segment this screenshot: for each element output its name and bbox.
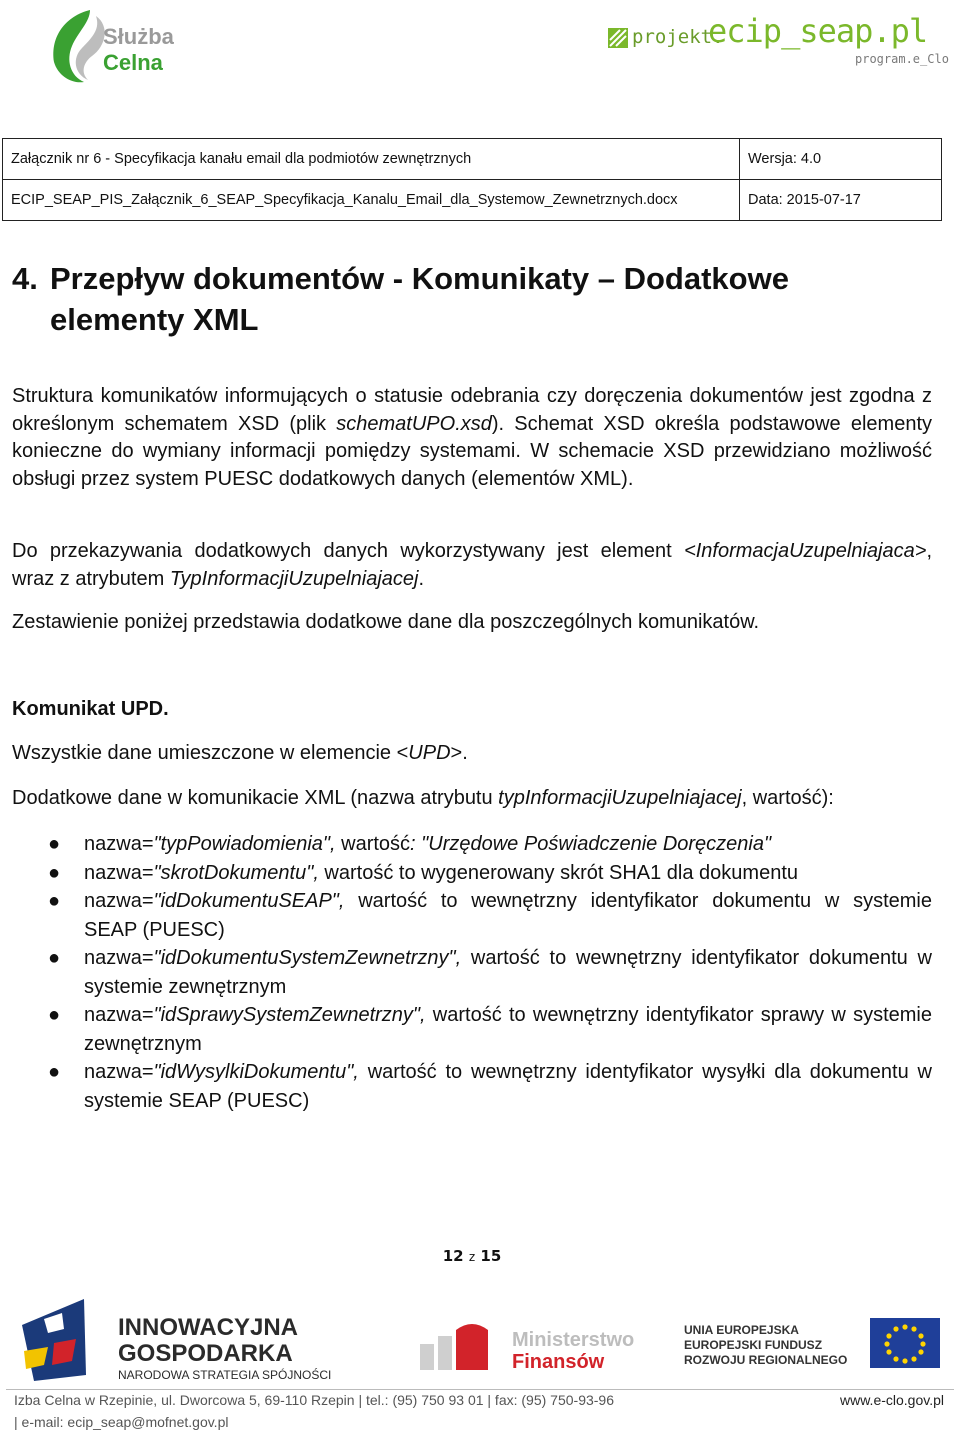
projekt-logo-sub: program.e_Clo [855, 52, 949, 66]
svg-text:NARODOWA STRATEGIA SPÓJNOŚCI: NARODOWA STRATEGIA SPÓJNOŚCI [118, 1368, 332, 1382]
page-total: 15 [480, 1247, 502, 1265]
projekt-logo-icon [608, 28, 628, 48]
bullet-icon: ● [48, 1004, 61, 1026]
p2-text-b: , wraz z atrybutem [12, 540, 932, 590]
section-title-line-2: elementy XML [50, 302, 259, 337]
footer-address: Izba Celna w Rzepinie, ul. Dworcowa 5, 69-110 Rzepin | tel.: (95) 750 93 01 | fax: (95) 750-93-96 [14, 1392, 615, 1408]
date-cell: Data: 2015-07-17 [740, 180, 942, 221]
footer-website-link[interactable]: www.e-clo.gov.pl [840, 1392, 945, 1408]
attachment-title: Załącznik nr 6 - Specyfikacja kanału email dla podmiotów zewnętrznych [3, 139, 740, 180]
item-value-italic: : "Urzędowe Poświadczenie Doręczenia" [410, 833, 772, 855]
svg-text:EUROPEJSKI FUNDUSZ: EUROPEJSKI FUNDUSZ [684, 1338, 823, 1352]
section-title-line-1: Przepływ dokumentów - Komunikaty – Dodatkowe [50, 261, 789, 296]
section-heading [12, 258, 912, 340]
item-prefix: nazwa= [84, 1004, 154, 1026]
paragraph-5 [12, 785, 932, 813]
item-value: wartość to wewnętrzny identyfikator dokumentu w systemie zewnętrznym [84, 947, 932, 998]
p1-text-b: ). Schemat XSD określa podstawowe elementy konieczne do wymiany informacji pomiędzy systemami. W schemacie XSD przewidziano możliwość obsługi przez system PUESC dodatkowych danych (elementów XML). [12, 412, 932, 490]
item-name: "idDokumentuSystemZewnetrzny", [153, 947, 462, 969]
item-value: wartość to wygenerowany skrót SHA1 dla dokumentu [318, 861, 798, 884]
item-value: wartość to wewnętrzny identyfikator wysyłki dla dokumentu w systemie SEAP (PUESC) [84, 1061, 932, 1112]
svg-text:UNIA EUROPEJSKA: UNIA EUROPEJSKA [684, 1323, 799, 1337]
item-name: "idSprawySystemZewnetrzny", [153, 1004, 426, 1026]
sluzba-celna-logo-text [103, 24, 174, 76]
item-prefix: nazwa= [84, 1061, 154, 1083]
p5-text-a: Dodatkowe dane w komunikacie XML (nazwa atrybutu [12, 787, 499, 809]
item-value: wartość to wewnętrzny identyfikator sprawy w systemie zewnętrznym [84, 1004, 932, 1055]
svg-text:Finansów: Finansów [512, 1351, 605, 1373]
list-item [40, 830, 932, 859]
item-prefix: nazwa= [84, 890, 154, 912]
logo-line-2: Celna [103, 50, 163, 75]
p2-element-name: <InformacjaUzupelniajaca> [684, 540, 927, 562]
footer-divider [6, 1389, 954, 1390]
list-item [40, 944, 932, 1001]
svg-text:Ministerstwo: Ministerstwo [512, 1329, 635, 1351]
logo-line-1: Służba [103, 24, 174, 49]
paragraph-4 [12, 740, 932, 768]
p2-attribute-name: TypInformacjiUzupelniajacej [169, 567, 419, 590]
item-prefix: nazwa= [84, 947, 154, 969]
page-number [0, 1247, 944, 1265]
innowacyjna-gospodarka-logo [14, 1295, 374, 1385]
item-value: wartość to wewnętrzny identyfikator dokumentu w systemie SEAP (PUESC) [84, 890, 932, 941]
p5-attribute-name: typInformacjiUzupelniajacej [498, 787, 742, 809]
attribute-list [40, 830, 932, 1115]
item-prefix: nazwa= [84, 861, 154, 884]
item-name: "idDokumentuSEAP", [153, 890, 345, 912]
svg-text:INNOWACYJNA: INNOWACYJNA [118, 1314, 299, 1341]
bullet-icon: ● [48, 861, 61, 884]
item-name: "typPowiadomienia", [153, 833, 336, 855]
document-header-table [2, 138, 942, 221]
ministerstwo-finansow-logo [420, 1318, 670, 1374]
bullet-icon: ● [48, 1061, 61, 1083]
header-row-2 [3, 180, 942, 221]
p2-text-c: . [418, 567, 425, 590]
bullet-icon: ● [48, 890, 61, 912]
p1-file-name: schematUPO.xsd [336, 412, 492, 435]
p4-text-a: Wszystkie dane umieszczone w elemencie < [12, 742, 409, 764]
p4-element-name: UPD [408, 742, 451, 764]
svg-text:ROZWOJU REGIONALNEGO: ROZWOJU REGIONALNEGO [684, 1353, 848, 1367]
bullet-icon: ● [48, 833, 61, 855]
svg-text:GOSPODARKA: GOSPODARKA [118, 1340, 293, 1367]
section-number: 4. [12, 261, 38, 296]
p5-text-b: , wartość): [741, 787, 834, 809]
p2-text-a: Do przekazywania dodatkowych danych wykorzystywany jest element [12, 540, 685, 562]
item-name: "idWysylkiDokumentu", [153, 1061, 359, 1083]
bullet-icon: ● [48, 947, 61, 969]
footer-email: | e-mail: ecip_seap@mofnet.gov.pl [14, 1414, 229, 1430]
item-name: "skrotDokumentu", [153, 861, 319, 884]
list-item [40, 1001, 932, 1058]
list-item [40, 887, 932, 944]
item-value: wartość [335, 833, 411, 855]
paragraph-3: Zestawienie poniżej przedstawia dodatkowe dane dla poszczególnych komunikatów. [12, 611, 760, 633]
p1-text-a: Struktura komunikatów informujących o statusie odebrania czy doręczenia dokumentów jest zgodna z określonym schematem XSD (plik [12, 385, 932, 435]
p4-text-b: >. [450, 742, 468, 764]
list-item [40, 859, 932, 888]
list-item [40, 1058, 932, 1115]
file-name: ECIP_SEAP_PIS_Załącznik_6_SEAP_Specyfikacja_Kanalu_Email_dla_Systemow_Zewnetrznych.docx [3, 180, 740, 221]
projekt-logo-main: ecip_seap.pl [708, 12, 928, 50]
subheading-upd: Komunikat UPD. [12, 698, 169, 720]
paragraph-1 [12, 383, 932, 493]
paragraph-2 [12, 538, 932, 593]
unia-europejska-logo [684, 1318, 944, 1370]
page-separator: z [468, 1250, 476, 1264]
version-cell: Wersja: 4.0 [740, 139, 942, 180]
item-prefix: nazwa= [84, 833, 154, 855]
header-row-1 [3, 139, 942, 180]
projekt-logo-prefix: projekt. [632, 26, 724, 48]
page-current: 12 [442, 1247, 464, 1265]
